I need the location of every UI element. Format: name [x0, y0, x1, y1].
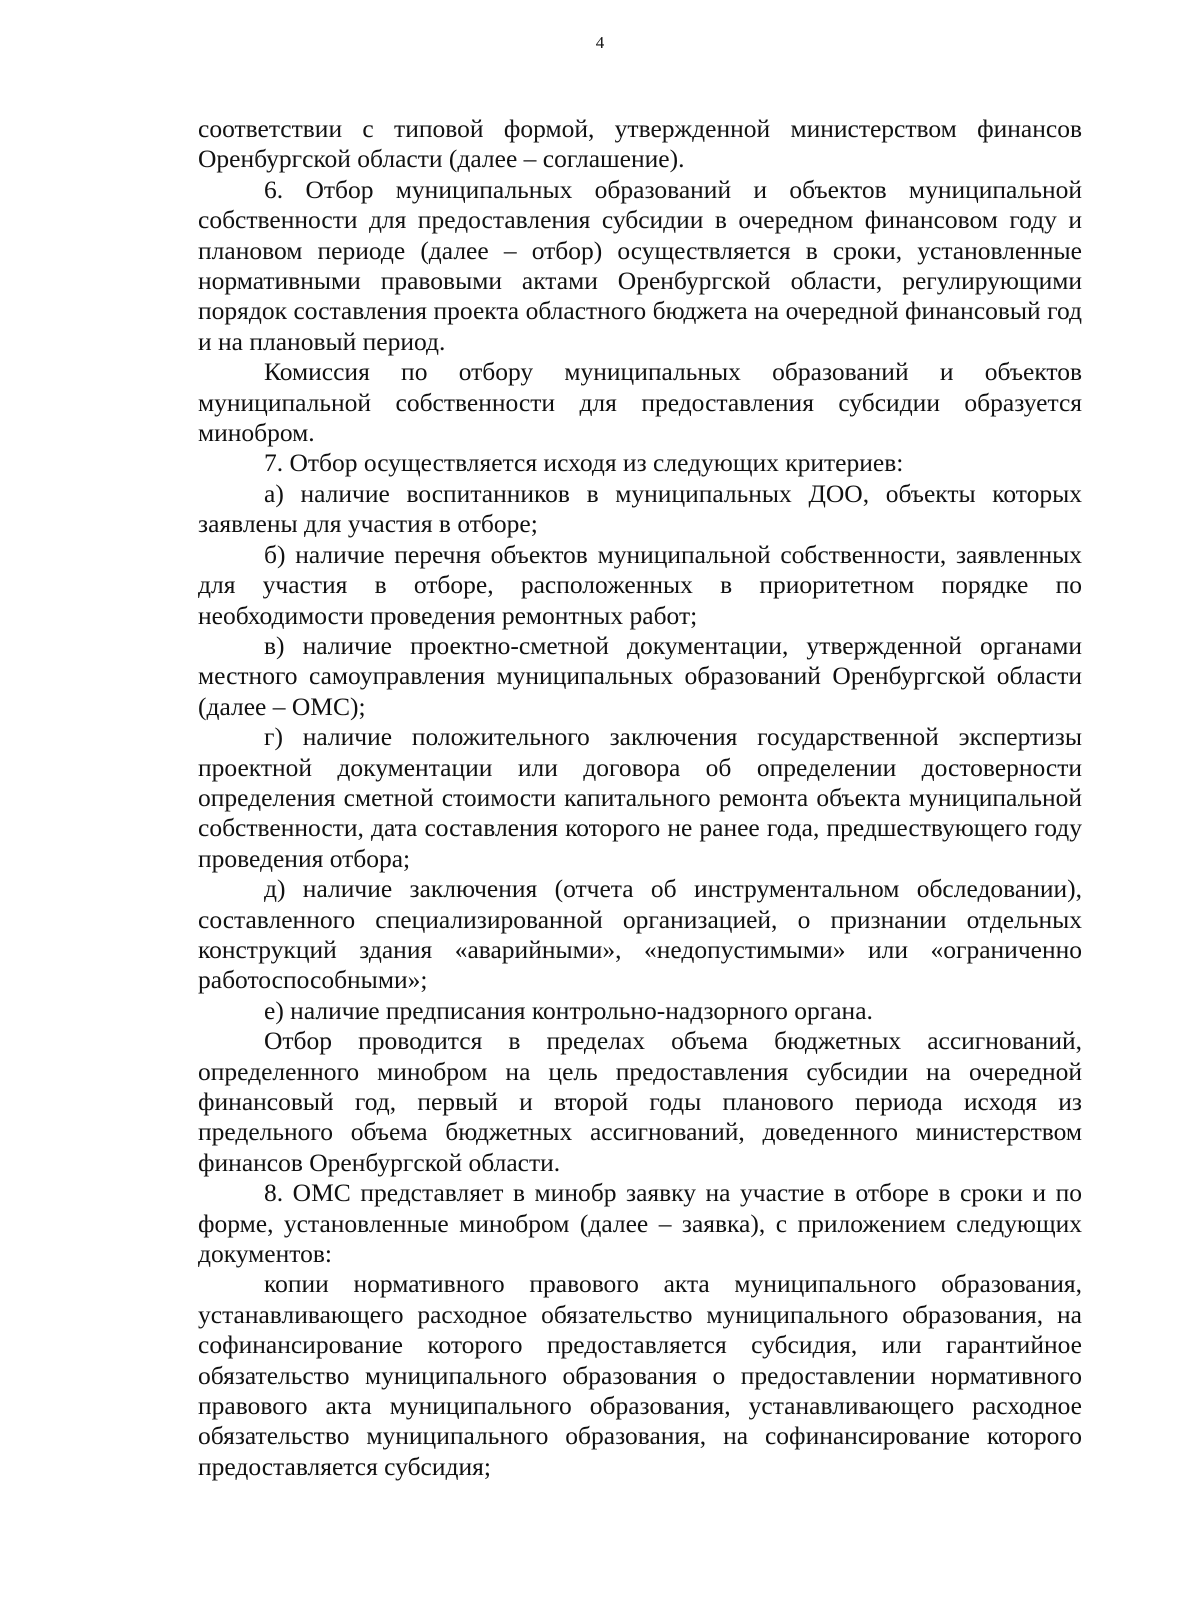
paragraph-budget-limits: Отбор проводится в пределах объема бюджетных ассигнований, определенного минобром на цель предоставления субсидии на очередной финансовый год, первый и второй годы планового периода исходя из предельного объема бюджетных ассигнований, доведенного министерством финансов Оренбургской области.	[198, 1026, 1082, 1177]
paragraph-item-7-criteria: 7. Отбор осуществляется исходя из следующих критериев:	[264, 448, 904, 478]
paragraph-item-8-application: 8. ОМС представляет в минобр заявку на участие в отборе в сроки и по форме, установленные минобром (далее – заявка), с приложением следующих документов:	[198, 1178, 1082, 1269]
paragraph-criterion-v: в) наличие проектно-сметной документации, утвержденной органами местного самоуправления муниципальных образований Оренбургской области (далее – ОМС);	[198, 630, 1082, 721]
paragraph-document-copies: копии нормативного правового акта муниципального образования, устанавливающего расходное обязательство муниципального образования, на софинансирование которого предоставляется субсидия, или гарантийное обязательство муниципального образования о предоставлении нормативного правового акта муниципального образования, устанавливающего расходное обязательство муниципального образования, на софинансирование которого предоставляется субсидия;	[198, 1269, 1082, 1481]
page-number: 4	[595, 33, 605, 52]
paragraph-criterion-b: б) наличие перечня объектов муниципальной собственности, заявленных для участия в отборе, расположенных в приоритетном порядке по необходимости проведения ремонтных работ;	[198, 539, 1082, 630]
document-body	[198, 114, 1082, 1482]
paragraph-criterion-d: д) наличие заключения (отчета об инструментальном обследовании), составленного специализированной организацией, о признании отдельных конструкций здания «аварийными», «недопустимыми» или «ограниченно работоспособными»;	[198, 874, 1082, 995]
paragraph-item-6-selection: 6. Отбор муниципальных образований и объектов муниципальной собственности для предоставления субсидии в очередном финансовом году и плановом периоде (далее – отбор) осуществляется в сроки, установленные нормативными правовыми актами Оренбургской области, регулирующими порядок составления проекта областного бюджета на очередной финансовый год и на плановый период.	[198, 174, 1082, 356]
paragraph-criterion-a: а) наличие воспитанников в муниципальных ДОО, объекты которых заявлены для участия в отборе;	[198, 478, 1082, 539]
paragraph-criterion-g: г) наличие положительного заключения государственной экспертизы проектной документации или договора об определении достоверности определения сметной стоимости капитального ремонта объекта муниципальной собственности, дата составления которого не ранее года, предшествующего году проведения отбора;	[198, 722, 1082, 873]
paragraph-contract-reference: соответствии с типовой формой, утвержденной министерством финансов Оренбургской области (далее – соглашение).	[198, 114, 1082, 174]
paragraph-criterion-e: е) наличие предписания контрольно-надзорного органа.	[264, 995, 873, 1025]
paragraph-commission: Комиссия по отбору муниципальных образований и объектов муниципальной собственности для предоставления субсидии образуется минобром.	[198, 357, 1082, 448]
